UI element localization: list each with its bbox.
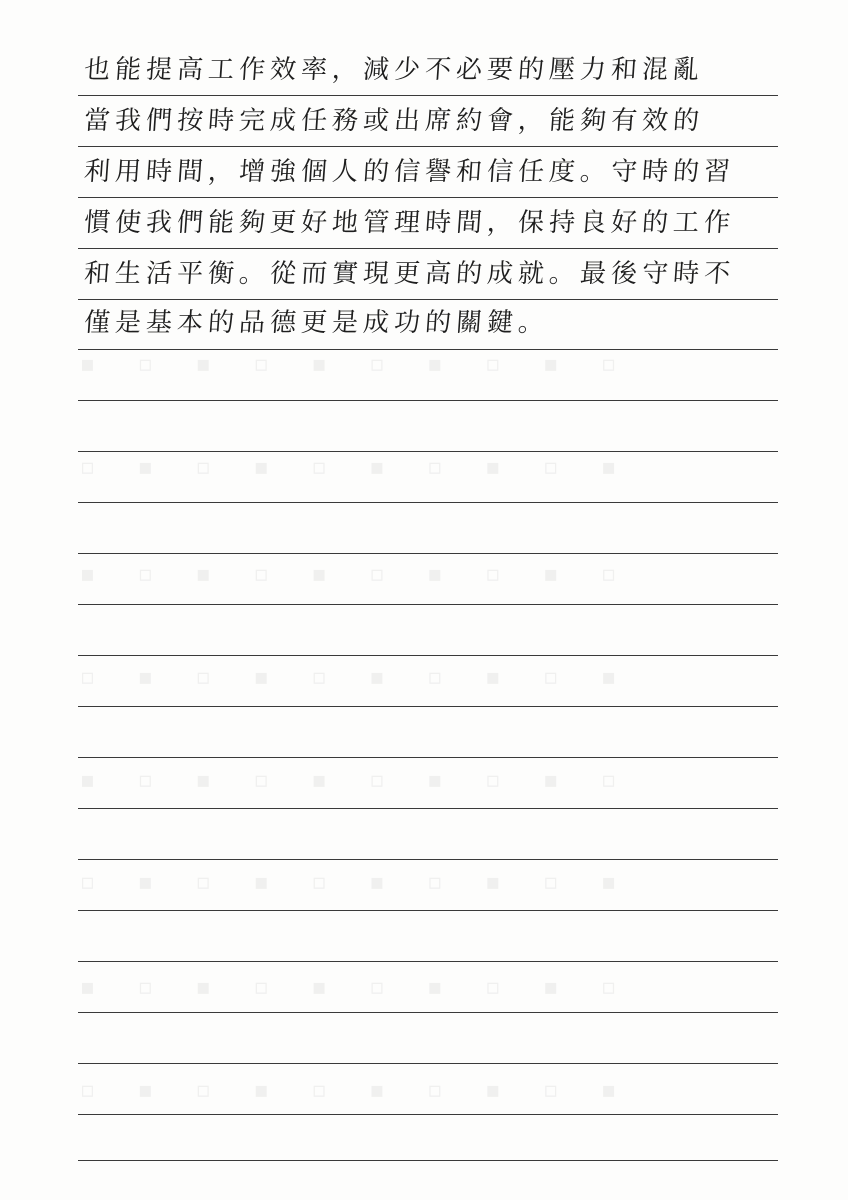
bleed-through-marks: ▫ ▪ ▫ ▪ ▫ ▪ ▫ ▪ ▫ ▪ xyxy=(80,1078,635,1103)
ruled-line xyxy=(78,1063,778,1064)
ruled-line xyxy=(78,910,778,911)
handwritten-line-2: 當我們按時完成任務或出席約會，能夠有效的 xyxy=(82,106,706,136)
ruled-line xyxy=(78,95,778,96)
ruled-line xyxy=(78,349,778,350)
bleed-through-marks: ▫ ▪ ▫ ▪ ▫ ▪ ▫ ▪ ▫ ▪ xyxy=(80,455,635,480)
ruled-line xyxy=(78,604,778,605)
ruled-line xyxy=(78,553,778,554)
ruled-line xyxy=(78,299,778,300)
ruled-line xyxy=(78,197,778,198)
handwritten-line-3: 利用時間，增強個人的信譽和信任度。守時的習 xyxy=(82,157,737,187)
handwritten-line-1: 也能提高工作效率，減少不必要的壓力和混亂 xyxy=(82,55,706,85)
ruled-line xyxy=(78,451,778,452)
bleed-through-marks: ▪ ▫ ▪ ▫ ▪ ▫ ▪ ▫ ▪ ▫ xyxy=(80,562,635,587)
ruled-line xyxy=(78,502,778,503)
bleed-through-marks: ▪ ▫ ▪ ▫ ▪ ▫ ▪ ▫ ▪ ▫ xyxy=(80,352,635,377)
ruled-line xyxy=(78,859,778,860)
bleed-through-marks: ▪ ▫ ▪ ▫ ▪ ▫ ▪ ▫ ▪ ▫ xyxy=(80,768,635,793)
ruled-line xyxy=(78,706,778,707)
ruled-line xyxy=(78,757,778,758)
handwritten-line-6: 僅是基本的品德更是成功的關鍵。 xyxy=(82,308,551,338)
handwritten-line-4: 慣使我們能夠更好地管理時間，保持良好的工作 xyxy=(82,208,737,238)
ruled-line xyxy=(78,1012,778,1013)
handwritten-line-5: 和生活平衡。從而實現更高的成就。最後守時不 xyxy=(82,259,737,289)
ruled-line xyxy=(78,1160,778,1161)
ruled-line xyxy=(78,248,778,249)
ruled-line xyxy=(78,961,778,962)
bleed-through-marks: ▫ ▪ ▫ ▪ ▫ ▪ ▫ ▪ ▫ ▪ xyxy=(80,665,635,690)
ruled-line xyxy=(78,146,778,147)
ruled-line xyxy=(78,808,778,809)
ruled-line xyxy=(78,400,778,401)
ruled-line xyxy=(78,1114,778,1115)
ruled-line xyxy=(78,655,778,656)
bleed-through-marks: ▫ ▪ ▫ ▪ ▫ ▪ ▫ ▪ ▫ ▪ xyxy=(80,870,635,895)
bleed-through-marks: ▪ ▫ ▪ ▫ ▪ ▫ ▪ ▫ ▪ ▫ xyxy=(80,975,635,1000)
